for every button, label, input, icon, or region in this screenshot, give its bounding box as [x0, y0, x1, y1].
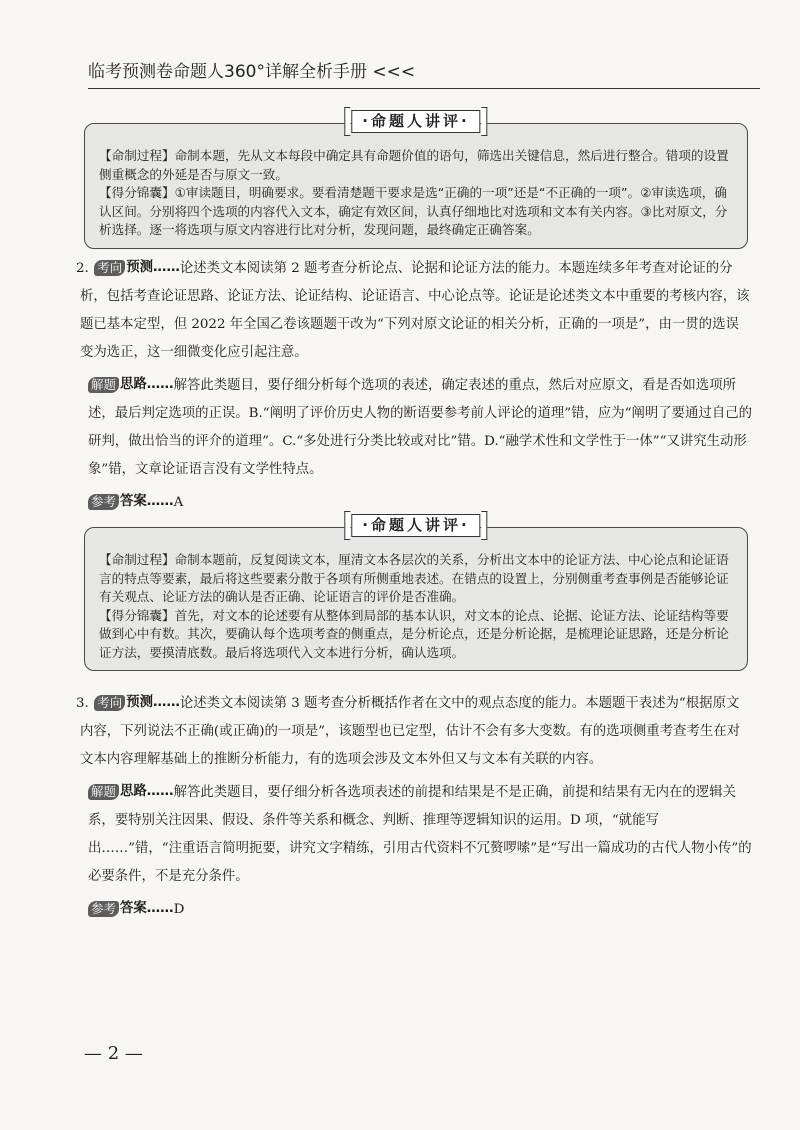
section-badge: 参考 — [88, 494, 119, 510]
page-header — [88, 58, 760, 89]
answer-paragraph — [88, 895, 752, 924]
panel-tag: 【命制过程】 — [99, 552, 175, 567]
section-label: 答案…… — [120, 901, 174, 916]
forecast-paragraph — [76, 689, 752, 774]
forecast-text: 论述类文本阅读第 3 题考查分析概括作者在文中的观点态度的能力。本题题干表述为“根据原文内容，下列说法不正确(或正确)的一项是”，该题型也已定型，估计不会有多大变数。有的选项侧重考查考生在对文本内容理解基础上的推断分析能力，有的选项会涉及文本外但又与文本有关联的内容。 — [80, 696, 741, 767]
answer-value: A — [173, 495, 184, 510]
question-2 — [76, 254, 752, 517]
solution-text: 解答此类题目，要仔细分析每个选项的表述，确定表述的重点，然后对应原文，看是否如选项所述，最后判定选项的正误。B.“阐明了评价历史人物的断语要参考前人评论的道理”错，应为“阐明了要通过自己的研判，做出恰当的评介的道理”。C.“多处进行分类比较或对比”错。D.“融学术性和文学性于一体”“又讲究生动形象”错，文章论证语言没有文学性特点。 — [88, 378, 752, 477]
header-title: 临考预测卷命题人360°详解全析手册 <<< — [88, 62, 416, 82]
section-badge: 解题 — [88, 377, 119, 393]
panel-text: 首先，对文本的论述要有从整体到局部的基本认识，对文本的论点、论据、论证方法、论证结构等要做到心中有数。其次，要确认每个选项考查的侧重点，是分析论点，还是分析论据，是梳理论证思路，还是分析论证方法，要摸清底数。最后将选项代入文本进行分析，确认选项。 — [99, 607, 729, 660]
solution-paragraph — [88, 371, 752, 484]
panel-paragraph — [99, 551, 735, 607]
commentary-panel-2 — [84, 516, 748, 671]
answer-paragraph — [88, 488, 752, 517]
panel-paragraph — [99, 607, 735, 663]
question-number: 3. — [76, 696, 89, 711]
panel-text: ①审读题目，明确要求。要看清楚题干要求是选“正确的一项”还是“不正确的一项”。②审读选项，确认区间。分别将四个选项的内容代入文本，确定有效区间，认真仔细地比对选项和文本有关内容。③比对原文，分析选择。逐一将选项与原文内容进行比对分析，发现问题，最终确定正确答案。 — [99, 185, 728, 237]
section-badge: 考向 — [94, 260, 125, 276]
panel-title: ·命题人讲评· — [351, 514, 480, 537]
commentary-panel-1 — [84, 112, 748, 249]
section-badge: 解题 — [88, 784, 119, 800]
panel-title: ·命题人讲评· — [351, 110, 480, 133]
panel-paragraph — [99, 147, 735, 184]
section-label: 思路…… — [120, 377, 174, 392]
panel-paragraph — [99, 184, 735, 240]
solution-paragraph — [88, 778, 752, 891]
section-label: 答案…… — [120, 494, 174, 509]
panel-text: 命制本题前，反复阅读文本，厘清文本各层次的关系，分析出文本中的论证方法、中心论点和论证语言的特点等要素，最后将这些要素分散于各项有所侧重地表述。在错点的设置上，分别侧重考查事例是否能够论证有关观点、论证方法的确认是否正确、论证语言的评价是否准确。 — [99, 552, 729, 604]
solution-text: 解答此类题目，要仔细分析各选项表述的前提和结果是不是正确，前提和结果有无内在的逻辑关系，要特别关注因果、假设、条件等关系和概念、判断、推理等逻辑知识的运用。D 项，“就能写出……”错，“注重语言简明扼要，讲究文字精练，引用古代资料不冗赘啰嗦”是“写出一篇成功的古代人物小传”的必要条件，不是充分条件。 — [88, 785, 752, 884]
panel-tag: 【得分锦囊】 — [99, 185, 175, 200]
answer-value: D — [173, 902, 185, 917]
page-number: — 2 — — [84, 1043, 143, 1064]
question-number: 2. — [76, 261, 89, 276]
section-badge: 参考 — [88, 901, 119, 917]
section-badge: 考向 — [94, 695, 125, 711]
panel-tag: 【得分锦囊】 — [99, 607, 175, 623]
forecast-paragraph — [76, 254, 752, 367]
section-label: 思路…… — [120, 784, 174, 799]
section-label: 预测…… — [126, 260, 180, 275]
panel-text: 命制本题，先从文本每段中确定具有命题价值的语句，筛选出关键信息，然后进行整合。错项的设置侧重概念的外延是否与原文一致。 — [99, 148, 729, 182]
question-3 — [76, 689, 752, 924]
panel-tag: 【命制过程】 — [99, 148, 175, 163]
forecast-text: 论述类文本阅读第 2 题考查分析论点、论据和论证方法的能力。本题连续多年考查对论证的分析，包括考查论证思路、论证方法、论证结构、论证语言、中心论点等。论证是论述类文本中重要的考核内容，该题已基本定型，但 2022 年全国乙卷该题题干改为“下列对原文论证的相关分析，正确的一项是”，由一贯的选误变为选正，这一细微变化应引起注意。 — [80, 261, 750, 360]
section-label: 预测…… — [126, 695, 180, 710]
